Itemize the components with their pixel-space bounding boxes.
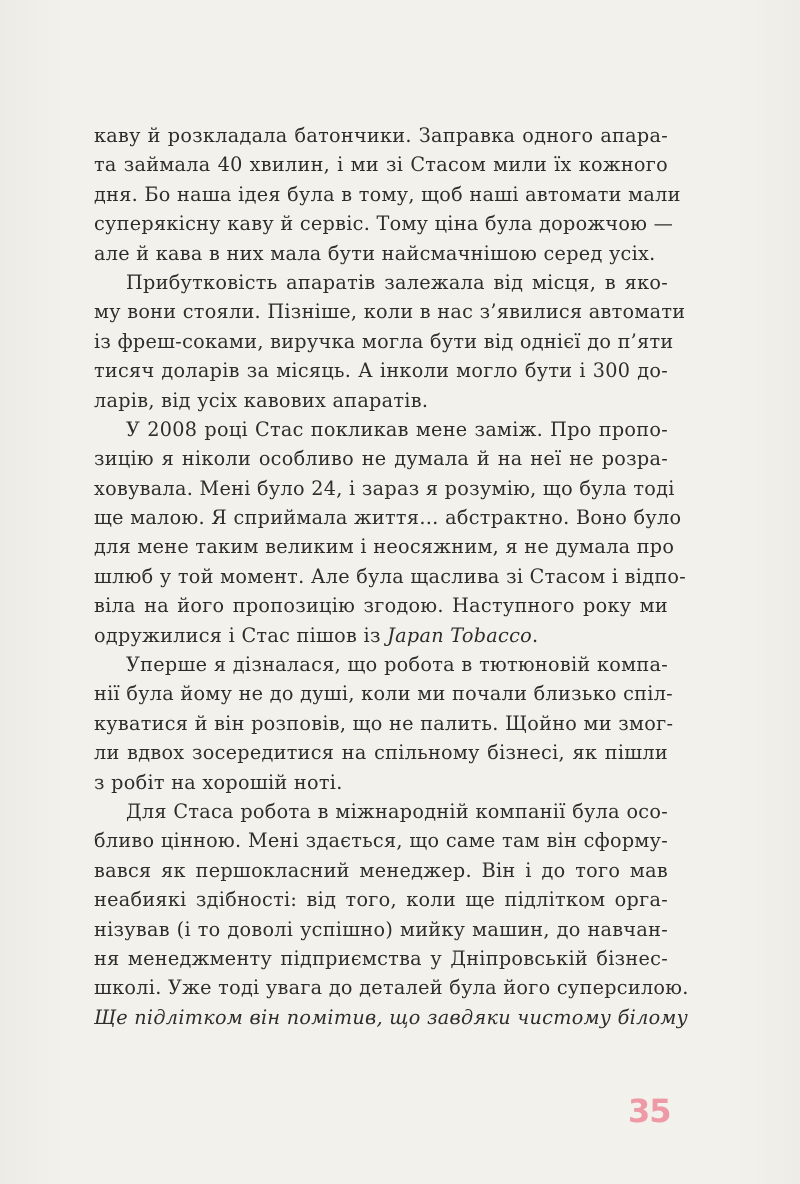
text-line: для мене таким великим і неосяжним, я не думала про [94, 535, 675, 559]
text-line: Прибутковість апаратів залежала від місця, в яко- [126, 270, 668, 294]
text-line: віла на його пропозицію згодою. Наступного року ми [94, 594, 668, 618]
text-line: суперякісну каву й сервіс. Тому ціна була дорожчою — [94, 212, 674, 236]
body-text [94, 121, 689, 1032]
text-line: бливо цінною. Мені здається, що саме там він сформу- [94, 829, 668, 853]
text-line: школі. Уже тоді увага до деталей була його суперсилою. [94, 976, 689, 1000]
text-line [94, 621, 668, 650]
paragraph [94, 650, 674, 797]
text-line: але й кава в них мала бути найсмачнішою серед усіх. [94, 241, 656, 265]
text-line: куватися й він розповів, що не палить. Щойно ми змог- [94, 711, 674, 735]
text-line: ховувала. Мені було 24, і зараз я розумію, що була тоді [94, 476, 675, 500]
text-line: вався як першокласний менеджер. Він і до того мав [94, 858, 668, 882]
text-line: з робіт на хорошій ноті. [94, 770, 343, 794]
paragraph [94, 121, 681, 268]
paragraph [94, 797, 689, 1032]
paragraph [94, 268, 686, 415]
text-line: У 2008 році Стас покликав мене заміж. Про пропо- [126, 417, 668, 441]
text-line: неабиякі здібності: від того, коли ще підлітком орга- [94, 888, 668, 912]
text-line: каву й розкладала батончики. Заправка одного апара- [94, 124, 668, 147]
italic-company-name: Japan Tobacco [387, 623, 532, 647]
text-line: дня. Бо наша ідея була в тому, щоб наші автомати мали [94, 182, 681, 206]
text-line: із фреш-соками, виручка могла бути від однієї до п’яти [94, 329, 674, 353]
text-line: шлюб у той момент. Але була щаслива зі Стасом і відпо- [94, 564, 687, 588]
text-fragment: одружилися і Стас пішов із [94, 623, 388, 647]
text-line: ларів, від усіх кавових апаратів. [94, 388, 429, 412]
text-line: ще малою. Я сприймала життя… абстрактно. Воно було [94, 506, 682, 530]
text-line: нізував (і то доволі успішно) мийку машин, до навчан- [94, 917, 668, 941]
italic-text-line: Ще підлітком він помітив, що завдяки чистому білому [94, 1005, 689, 1029]
text-line: ня менеджменту підприємства у Дніпровській бізнес- [94, 946, 668, 970]
text-line: ли вдвох зосередитися на спільному бізнесі, як пішли [94, 741, 668, 765]
text-line: та займала 40 хвилин, і ми зі Стасом мили їх кожного [94, 153, 668, 177]
paragraph [94, 415, 687, 650]
text-line: Уперше я дізналася, що робота в тютюновій компа- [126, 653, 668, 677]
text-line: зицію я ніколи особливо не думала й на неї не розра- [94, 447, 668, 471]
page-number: 35 [628, 1092, 671, 1130]
text-line: нії була йому не до душі, коли ми почали близько спіл- [94, 682, 673, 706]
text-line: тисяч доларів за місяць. А інколи могло бути і 300 до- [94, 359, 668, 383]
text-line: му вони стояли. Пізніше, коли в нас з’явилися автомати [94, 300, 686, 324]
text-fragment: . [531, 623, 539, 647]
text-line: Для Стаса робота в міжнародній компанії була осо- [126, 799, 668, 823]
